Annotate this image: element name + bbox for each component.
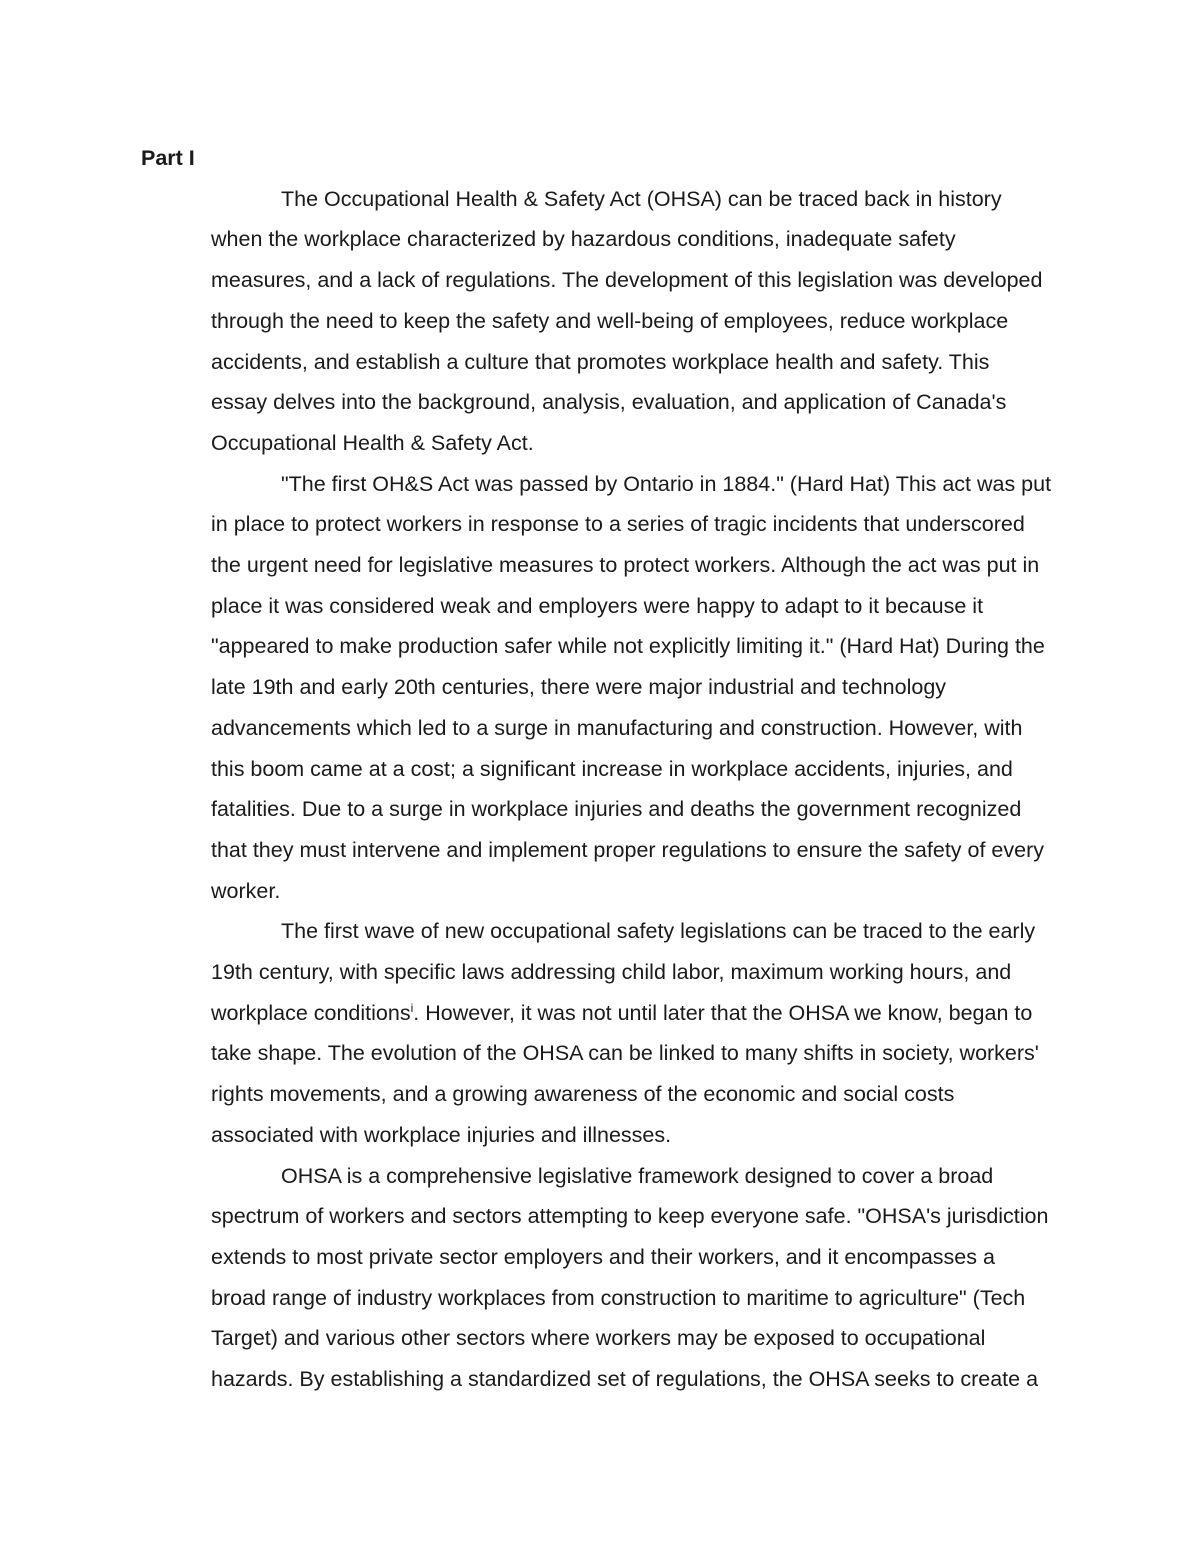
paragraph-2: [141, 464, 1071, 912]
line-text: . However, it was not until later that the OHSA we know, began to: [413, 1000, 1033, 1025]
paragraph-line: The Occupational Health & Safety Act (OHSA) can be traced back in history: [281, 186, 1002, 211]
paragraph-line: OHSA is a comprehensive legislative framework designed to cover a broad: [281, 1163, 994, 1188]
paragraph-1: [141, 179, 1071, 464]
paragraph-line: place it was considered weak and employers were happy to adapt to it because it: [211, 593, 984, 618]
paragraph-line: late 19th and early 20th centuries, there were major industrial and technology: [211, 675, 947, 700]
paragraph-line: in place to protect workers in response to a series of tragic incidents that underscored: [211, 512, 1025, 537]
paragraph-line: fatalities. Due to a surge in workplace injuries and deaths the government recognized: [211, 797, 1022, 822]
paragraph-3: [141, 911, 1071, 1155]
paragraph-line: 19th century, with specific laws addressing child labor, maximum working hours, and: [211, 960, 1012, 985]
line-text: workplace conditions: [211, 1000, 411, 1025]
paragraph-line: accidents, and establish a culture that promotes workplace health and safety. This: [211, 349, 990, 374]
paragraph-line: spectrum of workers and sectors attempting to keep everyone safe. "OHSA's jurisdiction: [211, 1204, 1049, 1229]
paragraph-line: "appeared to make production safer while not explicitly limiting it." (Hard Hat) During the: [211, 634, 1045, 659]
paragraph-line: take shape. The evolution of the OHSA can be linked to many shifts in society, workers': [211, 1041, 1039, 1066]
paragraph-line: the urgent need for legislative measures to protect workers. Although the act was put in: [211, 553, 1040, 578]
paragraph-line: extends to most private sector employers and their workers, and it encompasses a: [211, 1244, 995, 1269]
paragraph-line: measures, and a lack of regulations. The development of this legislation was developed: [211, 268, 1043, 293]
paragraph-line: when the workplace characterized by hazardous conditions, inadequate safety: [211, 227, 956, 252]
paragraph-line: through the need to keep the safety and well-being of employees, reduce workplace: [211, 308, 1009, 333]
paragraph-line: this boom came at a cost; a significant increase in workplace accidents, injuries, and: [211, 756, 1013, 781]
paragraph-line: Occupational Health & Safety Act.: [211, 430, 534, 455]
paragraph-line: broad range of industry workplaces from construction to maritime to agriculture" (Tech: [211, 1285, 1026, 1310]
paragraph-line: associated with workplace injuries and illnesses.: [211, 1122, 672, 1147]
paragraph-line: hazards. By establishing a standardized set of regulations, the OHSA seeks to create a: [211, 1367, 1039, 1392]
footnote-marker[interactable]: i: [410, 1000, 414, 1015]
paragraph-line: The first wave of new occupational safety legislations can be traced to the early: [281, 919, 1036, 944]
paragraph-line: "The first OH&S Act was passed by Ontario in 1884." (Hard Hat) This act was put: [281, 471, 1052, 496]
paragraph-line: essay delves into the background, analysis, evaluation, and application of Canada's: [211, 390, 1007, 415]
paragraph-line: worker.: [211, 878, 281, 903]
paragraph-line: that they must intervene and implement proper regulations to ensure the safety of every: [211, 837, 1044, 862]
paragraph-4: [141, 1156, 1071, 1400]
document-body: [141, 138, 1071, 1400]
paragraph-line-with-footnote: [141, 993, 1071, 1034]
section-heading: Part I: [141, 146, 195, 170]
paragraph-line: rights movements, and a growing awareness of the economic and social costs: [211, 1082, 955, 1107]
paragraph-line: advancements which led to a surge in manufacturing and construction. However, with: [211, 715, 1023, 740]
paragraph-line: Target) and various other sectors where workers may be exposed to occupational: [211, 1326, 986, 1351]
